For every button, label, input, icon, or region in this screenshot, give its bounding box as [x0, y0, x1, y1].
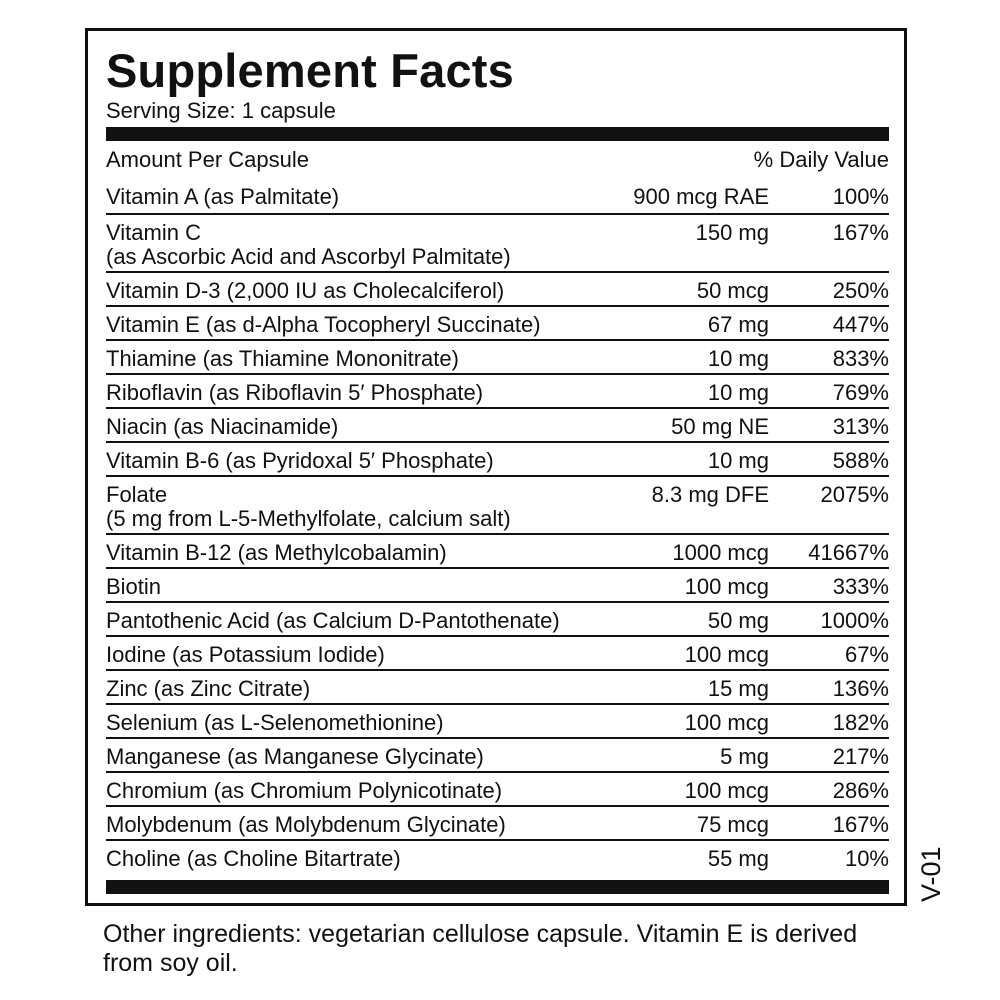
nutrient-daily-value: 2075%	[820, 482, 889, 507]
nutrient-name: Niacin (as Niacinamide)	[106, 414, 339, 439]
nutrient-amount: 100 mcg	[684, 642, 769, 667]
nutrient-name: Vitamin C	[106, 220, 201, 245]
nutrient-name: Riboflavin (as Riboflavin 5′ Phosphate)	[106, 380, 484, 405]
nutrient-name: Vitamin D-3 (2,000 IU as Cholecalciferol)	[106, 278, 505, 303]
nutrient-name: Vitamin A (as Palmitate)	[106, 184, 340, 209]
nutrient-name: Chromium (as Chromium Polynicotinate)	[106, 778, 503, 803]
amount-per-capsule-header: Amount Per Capsule	[106, 147, 309, 172]
nutrient-rows	[106, 179, 889, 873]
nutrient-daily-value: 588%	[832, 448, 889, 473]
nutrient-name: Iodine (as Potassium Iodide)	[106, 642, 385, 667]
nutrient-daily-value: 41667%	[808, 540, 889, 565]
nutrient-daily-value: 447%	[832, 312, 889, 337]
nutrient-row	[106, 771, 889, 805]
nutrient-name: Vitamin B-6 (as Pyridoxal 5′ Phosphate)	[106, 448, 494, 473]
column-header-row	[106, 145, 889, 175]
nutrient-row	[106, 339, 889, 373]
nutrient-daily-value: 1000%	[820, 608, 889, 633]
nutrient-amount: 900 mcg RAE	[633, 184, 769, 209]
nutrient-source: (as Ascorbic Acid and Ascorbyl Palmitate)	[106, 244, 511, 269]
panel-title: Supplement Facts	[106, 44, 515, 97]
nutrient-amount: 67 mg	[707, 312, 769, 337]
nutrient-name: Pantothenic Acid (as Calcium D-Pantothenate)	[106, 608, 560, 633]
nutrient-row	[106, 271, 889, 305]
nutrient-daily-value: 769%	[832, 380, 889, 405]
nutrient-amount: 55 mg	[707, 846, 769, 871]
nutrient-row	[106, 567, 889, 601]
supplement-facts-panel	[85, 28, 907, 906]
nutrient-row	[106, 839, 889, 873]
nutrient-row	[106, 179, 889, 213]
nutrient-daily-value: 250%	[832, 278, 889, 303]
nutrient-row	[106, 475, 889, 533]
nutrient-row	[106, 407, 889, 441]
nutrient-amount: 75 mcg	[696, 812, 769, 837]
version-code: V-01	[916, 846, 946, 902]
nutrient-amount: 10 mg	[707, 448, 769, 473]
nutrient-name: Selenium (as L-Selenomethionine)	[106, 710, 444, 735]
nutrient-name: Biotin	[106, 574, 162, 599]
nutrient-name: Manganese (as Manganese Glycinate)	[106, 744, 484, 769]
nutrient-amount: 10 mg	[707, 346, 769, 371]
nutrient-row	[106, 213, 889, 271]
nutrient-amount: 15 mg	[707, 676, 769, 701]
nutrient-name: Choline (as Choline Bitartrate)	[106, 846, 401, 871]
nutrient-amount: 8.3 mg DFE	[651, 482, 769, 507]
nutrient-row	[106, 669, 889, 703]
nutrient-row	[106, 441, 889, 475]
bottom-divider-bar	[106, 880, 889, 894]
nutrient-amount: 100 mcg	[684, 778, 769, 803]
nutrient-row	[106, 737, 889, 771]
nutrient-amount: 100 mcg	[684, 574, 769, 599]
nutrient-daily-value: 333%	[832, 574, 889, 599]
nutrient-name: Molybdenum (as Molybdenum Glycinate)	[106, 812, 506, 837]
nutrient-amount: 50 mcg	[696, 278, 769, 303]
nutrient-daily-value: 136%	[832, 676, 889, 701]
nutrient-daily-value: 217%	[832, 744, 889, 769]
nutrient-amount: 1000 mcg	[672, 540, 769, 565]
nutrient-amount: 50 mg NE	[671, 414, 769, 439]
nutrient-row	[106, 635, 889, 669]
nutrient-daily-value: 167%	[832, 220, 889, 245]
nutrient-name: Vitamin E (as d-Alpha Tocopheryl Succinate)	[106, 312, 541, 337]
nutrient-daily-value: 286%	[832, 778, 889, 803]
other-ingredients: Other ingredients: vegetarian cellulose capsule. Vitamin E is derived from soy oil.	[103, 920, 858, 977]
nutrient-amount: 150 mg	[695, 220, 769, 245]
nutrient-amount: 100 mcg	[684, 710, 769, 735]
nutrient-row	[106, 305, 889, 339]
nutrient-daily-value: 100%	[832, 184, 889, 209]
nutrient-amount: 50 mg	[707, 608, 769, 633]
top-divider-bar	[106, 127, 889, 141]
nutrient-source: (5 mg from L-5-Methylfolate, calcium salt)	[106, 506, 511, 531]
nutrient-row	[106, 805, 889, 839]
nutrient-daily-value: 67%	[844, 642, 889, 667]
nutrient-row	[106, 703, 889, 737]
nutrient-daily-value: 182%	[832, 710, 889, 735]
nutrient-row	[106, 373, 889, 407]
nutrient-amount: 5 mg	[720, 744, 769, 769]
nutrient-daily-value: 313%	[832, 414, 889, 439]
nutrient-daily-value: 833%	[832, 346, 889, 371]
nutrient-row	[106, 601, 889, 635]
nutrient-name: Folate	[106, 482, 168, 507]
nutrient-name: Thiamine (as Thiamine Mononitrate)	[106, 346, 459, 371]
serving-size: Serving Size: 1 capsule	[106, 98, 336, 123]
nutrient-name: Zinc (as Zinc Citrate)	[106, 676, 311, 701]
daily-value-header: % Daily Value	[753, 147, 889, 172]
nutrient-name: Vitamin B-12 (as Methylcobalamin)	[106, 540, 447, 565]
nutrient-row	[106, 533, 889, 567]
nutrient-amount: 10 mg	[707, 380, 769, 405]
nutrient-daily-value: 167%	[832, 812, 889, 837]
nutrient-daily-value: 10%	[844, 846, 889, 871]
